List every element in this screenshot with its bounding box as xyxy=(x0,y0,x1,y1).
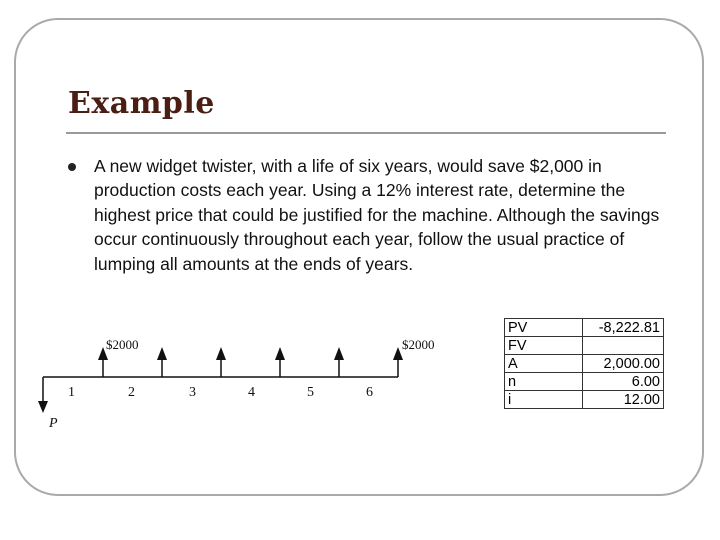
calc-key-cell: FV xyxy=(505,337,583,355)
cash-flow-arrowhead xyxy=(157,347,167,360)
calc-value-cell: 12.00 xyxy=(583,391,664,409)
cash-flow-arrowhead xyxy=(216,347,226,360)
problem-statement: A new widget twister, with a life of six years, would save $2,000 in production costs each year. Using a 12% interest rate, determine the highest price that could be justified for the machine. Although the savings occur continuously throughout each year, follow the usual practice of lumping all amounts at the ends of years. xyxy=(94,156,660,274)
period-label: 1 xyxy=(68,385,75,400)
calc-key-cell: A xyxy=(505,355,583,373)
table-row xyxy=(505,319,664,337)
calc-value-cell: 6.00 xyxy=(583,373,664,391)
calc-value-cell: 2,000.00 xyxy=(583,355,664,373)
calc-key-cell: PV xyxy=(505,319,583,337)
period-label: 3 xyxy=(189,385,196,400)
period-label: 5 xyxy=(307,385,314,400)
present-value-label: P xyxy=(49,416,58,431)
period-label: 2 xyxy=(128,385,135,400)
table-row xyxy=(505,337,664,355)
period-label: 6 xyxy=(366,385,373,400)
table-row xyxy=(505,373,664,391)
table-row xyxy=(505,391,664,409)
cash-flow-arrowhead xyxy=(275,347,285,360)
last-amount-label: $2000 xyxy=(402,337,435,352)
slide-title: Example xyxy=(68,86,215,121)
cash-flow-arrows xyxy=(98,347,403,377)
calc-key-cell: n xyxy=(505,373,583,391)
cash-flow-arrowhead xyxy=(334,347,344,360)
table-row xyxy=(505,355,664,373)
calc-value-cell xyxy=(583,337,664,355)
first-amount-label: $2000 xyxy=(106,337,139,352)
present-value-arrowhead xyxy=(38,401,48,413)
calc-value-cell: -8,222.81 xyxy=(583,319,664,337)
financial-calculator-table xyxy=(504,318,664,409)
calc-key-cell: i xyxy=(505,391,583,409)
period-label: 4 xyxy=(248,385,255,400)
